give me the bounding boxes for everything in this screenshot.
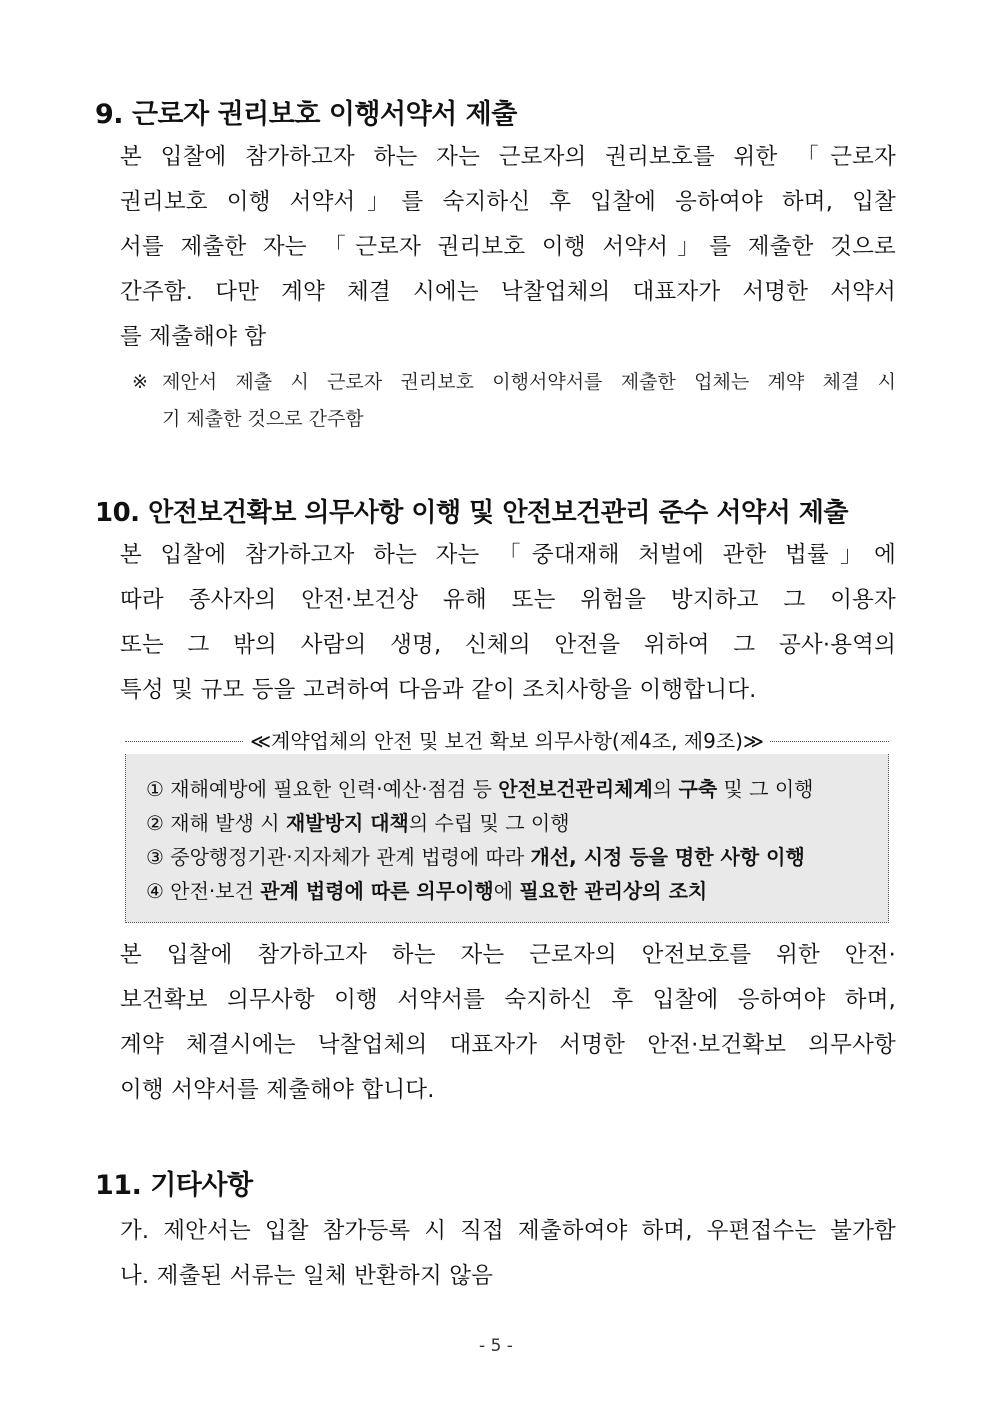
section-11-body — [120, 1209, 896, 1299]
section-11-title: 11. 기타사항 — [95, 1170, 253, 1201]
note-line: 제안서 제출 시 근로자 권리보호 이행서약서를 제출한 업체는 계약 체결 시 — [162, 371, 896, 393]
note-mark: ※ — [132, 371, 148, 393]
body-line: 본 입찰에 참가하고자 하는 자는 근로자의 안전보호를 위한 안전· — [120, 942, 896, 968]
body-line: 나. 제출된 서류는 일체 반환하지 않음 — [120, 1263, 494, 1289]
body-line: 를 제출해야 함 — [120, 324, 267, 350]
section-9-title: 9. 근로자 권리보호 이행서약서 제출 — [95, 99, 517, 130]
list-item: ① 재해예방에 필요한 인력·예산·점검 등 안전보건관리체계의 구축 및 그 이행 — [146, 777, 814, 801]
list-item: ③ 중앙행정기관·지자체가 관계 법령에 따라 개선, 시정 등을 명한 사항 이행 — [146, 845, 805, 869]
body-line: 가. 제안서는 입찰 참가등록 시 직접 제출하여야 하며, 우편접수는 불가함 — [120, 1218, 896, 1244]
section-10-title: 10. 안전보건확보 의무사항 이행 및 안전보건관리 준수 서약서 제출 — [95, 498, 848, 528]
body-line: 특성 및 규모 등을 고려하여 다음과 같이 조치사항을 이행합니다. — [120, 677, 757, 703]
body-line: 본 입찰에 참가하고자 하는 자는 「중대재해 처벌에 관한 법률」에 — [120, 542, 896, 568]
list-item: ② 재해 발생 시 재발방지 대책의 수립 및 그 이행 — [146, 811, 570, 835]
body-line: 간주함. 다만 계약 체결 시에는 낙찰업체의 대표자가 서명한 서약서 — [120, 279, 896, 305]
box-title: ≪계약업체의 안전 및 보건 확보 의무사항(제4조, 제9조)≫ — [126, 728, 888, 754]
obligations-box — [125, 729, 889, 923]
body-line: 계약 체결시에는 낙찰업체의 대표자가 서명한 안전·보건확보 의무사항 — [120, 1032, 896, 1058]
page-number: - 5 - — [479, 1336, 513, 1356]
body-line: 본 입찰에 참가하고자 하는 자는 근로자의 권리보호를 위한 「근로자 — [120, 144, 896, 170]
note-line: 기 제출한 것으로 간주함 — [162, 408, 364, 430]
body-line: 서를 제출한 자는 「근로자 권리보호 이행 서약서」를 제출한 것으로 — [120, 234, 896, 260]
section-10-body — [120, 533, 896, 713]
body-line: 이행 서약서를 제출해야 합니다. — [120, 1077, 435, 1103]
section-10-body-2 — [120, 933, 896, 1113]
body-line: 또는 그 밖의 사람의 생명, 신체의 안전을 위하여 그 공사·용역의 — [120, 632, 896, 658]
obligations-list — [146, 772, 814, 908]
section-9-note — [132, 364, 896, 438]
body-line: 따라 종사자의 안전·보건상 유해 또는 위험을 방지하고 그 이용자 — [120, 587, 896, 613]
list-item: ④ 안전·보건 관계 법령에 따른 의무이행에 필요한 관리상의 조치 — [146, 879, 708, 903]
section-9-body — [120, 135, 896, 360]
body-line: 권리보호 이행 서약서」를 숙지하신 후 입찰에 응하여야 하며, 입찰 — [120, 189, 896, 215]
body-line: 보건확보 의무사항 이행 서약서를 숙지하신 후 입찰에 응하여야 하며, — [120, 987, 896, 1013]
